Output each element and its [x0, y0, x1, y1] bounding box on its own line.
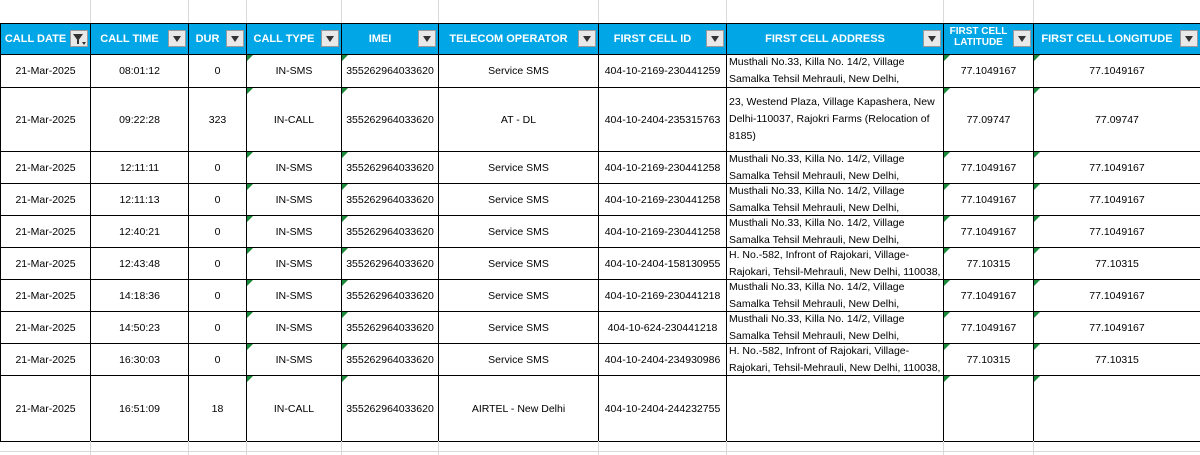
filter-dropdown-icon[interactable]	[418, 30, 436, 47]
cell-telecom-operator-text: Service SMS	[488, 353, 549, 366]
cell-first-cell-id-text: 404-10-2404-235315763	[604, 113, 721, 126]
cell-call-time-text: 12:11:13	[119, 193, 160, 206]
cell-first-cell-address[interactable]	[727, 152, 944, 184]
error-indicator-icon	[342, 344, 348, 350]
cell-call-time[interactable]	[91, 152, 189, 184]
cell-first-cell-latitude[interactable]	[944, 280, 1034, 312]
cell-call-type[interactable]	[247, 344, 342, 376]
cell-call-time-text: 12:40:21	[119, 225, 160, 238]
cell-telecom-operator[interactable]	[439, 280, 599, 312]
cell-duration-text: 0	[214, 353, 221, 366]
cell-duration[interactable]	[189, 344, 247, 376]
cell-first-cell-address-text: H. No.-582, Infront of Rajokari, Village- Rajokari, Tehsil-Mehrauli, New Delhi, 110038,	[729, 249, 941, 277]
cell-first-cell-address-text: Musthali No.33, Killa No. 14/2, Village Samalka Tehsil Mehrauli, New Delhi,	[729, 217, 905, 245]
cell-call-type-text: IN-SMS	[275, 289, 313, 302]
cell-call-date[interactable]	[1, 152, 91, 184]
header-label: CALL TIME	[100, 32, 159, 45]
error-indicator-icon	[342, 376, 348, 382]
error-indicator-icon	[342, 184, 348, 190]
header-first-cell-latitude	[944, 24, 1034, 55]
cell-first-cell-id[interactable]	[599, 152, 727, 184]
cell-first-cell-latitude[interactable]	[944, 248, 1034, 280]
header-label: IMEI	[368, 32, 392, 45]
cell-call-date[interactable]	[1, 88, 91, 152]
cell-call-time-text: 08:01:12	[119, 65, 160, 77]
cell-first-cell-id-text: 404-10-624-230441218	[607, 321, 718, 334]
cell-call-time[interactable]	[91, 312, 189, 344]
cell-call-type[interactable]	[247, 312, 342, 344]
cell-call-time-text: 09:22:28	[119, 113, 160, 126]
error-indicator-icon	[247, 344, 253, 350]
cell-duration-text: 0	[214, 321, 221, 334]
error-indicator-icon	[944, 216, 950, 222]
error-indicator-icon	[247, 248, 253, 254]
cell-call-time-text: 12:43:48	[119, 257, 160, 270]
header-label: FIRST CELL ID	[613, 32, 692, 45]
error-indicator-icon	[1034, 88, 1040, 94]
cell-call-date-text: 21-Mar-2025	[15, 257, 76, 270]
table-row	[1, 312, 1200, 344]
cell-first-cell-longitude[interactable]	[1034, 184, 1200, 216]
cell-telecom-operator-text: Service SMS	[488, 257, 549, 270]
header-call-date	[1, 24, 91, 55]
header-label: CALL TYPE	[253, 32, 315, 45]
header-first-cell-address	[727, 24, 944, 55]
cell-call-date[interactable]	[1, 344, 91, 376]
cell-first-cell-id-text: 404-10-2404-234930986	[604, 353, 721, 366]
cell-duration-text: 0	[214, 193, 221, 206]
cell-duration[interactable]	[189, 216, 247, 248]
cell-call-date-text: 21-Mar-2025	[15, 289, 76, 302]
cell-call-time[interactable]	[91, 376, 189, 442]
header-label: CALL DATE	[4, 32, 67, 45]
error-indicator-icon	[342, 88, 348, 94]
cell-duration-text: 0	[214, 225, 221, 238]
cell-call-date[interactable]	[1, 216, 91, 248]
error-indicator-icon	[1034, 55, 1040, 61]
filter-dropdown-icon[interactable]	[1180, 30, 1198, 47]
cell-first-cell-address[interactable]	[727, 248, 944, 280]
error-indicator-icon	[342, 152, 348, 158]
cell-first-cell-longitude-text: 77.1049167	[1089, 193, 1145, 206]
cell-call-type[interactable]	[247, 216, 342, 248]
cell-telecom-operator-text: Service SMS	[488, 225, 549, 238]
cell-duration[interactable]	[189, 248, 247, 280]
cell-call-time[interactable]	[91, 216, 189, 248]
cell-first-cell-longitude-text: 77.09747	[1095, 113, 1139, 126]
cell-first-cell-longitude[interactable]	[1034, 216, 1200, 248]
cell-call-date-text: 21-Mar-2025	[15, 402, 76, 415]
cell-call-date-text: 21-Mar-2025	[15, 193, 76, 206]
cell-duration-text: 0	[214, 65, 221, 77]
cell-first-cell-id[interactable]	[599, 55, 727, 88]
cell-imei-text: 355262964033620	[346, 225, 434, 238]
table-row	[1, 216, 1200, 248]
cell-call-time-text: 14:18:36	[119, 289, 160, 302]
cell-first-cell-latitude-text: 77.1049167	[960, 225, 1017, 238]
cell-call-date-text: 21-Mar-2025	[15, 113, 76, 126]
cell-first-cell-longitude[interactable]	[1034, 312, 1200, 344]
cell-first-cell-address[interactable]	[727, 280, 944, 312]
cell-first-cell-id[interactable]	[599, 376, 727, 442]
cell-imei[interactable]	[342, 344, 439, 376]
cell-first-cell-latitude[interactable]	[944, 152, 1034, 184]
error-indicator-icon	[342, 248, 348, 254]
cell-imei[interactable]	[342, 55, 439, 88]
cell-first-cell-address-text: Musthali No.33, Killa No. 14/2, Village Samalka Tehsil Mehrauli, New Delhi,	[729, 56, 905, 85]
cell-call-time-text: 16:51:09	[119, 402, 160, 415]
cell-call-date[interactable]	[1, 376, 91, 442]
cell-telecom-operator[interactable]	[439, 216, 599, 248]
error-indicator-icon	[247, 376, 253, 382]
cell-call-date-text: 21-Mar-2025	[15, 65, 76, 77]
cell-call-time-text: 16:30:03	[119, 353, 160, 366]
filter-dropdown-icon[interactable]	[578, 30, 596, 47]
cell-call-time[interactable]	[91, 88, 189, 152]
filter-dropdown-icon[interactable]	[923, 30, 941, 47]
cell-first-cell-latitude-text: 77.1049167	[960, 193, 1017, 206]
cell-call-type-text: IN-SMS	[275, 257, 313, 270]
cell-first-cell-id[interactable]	[599, 280, 727, 312]
header-label: DUR	[195, 32, 220, 45]
cell-first-cell-id-text: 404-10-2404-158130955	[604, 257, 721, 270]
cell-call-type[interactable]	[247, 184, 342, 216]
filter-dropdown-icon[interactable]	[321, 30, 339, 47]
header-call-time	[91, 24, 189, 55]
cell-call-date[interactable]	[1, 184, 91, 216]
header-label: FIRST CELL LONGITUDE	[1041, 32, 1173, 45]
cell-telecom-operator-text: AT - DL	[500, 113, 537, 126]
cell-imei-text: 355262964033620	[346, 161, 434, 174]
cell-first-cell-id[interactable]	[599, 248, 727, 280]
cell-first-cell-id-text: 404-10-2169-230441259	[604, 65, 721, 77]
filter-funnel-icon[interactable]	[70, 30, 88, 47]
cell-first-cell-id-text: 404-10-2169-230441258	[604, 225, 721, 238]
error-indicator-icon	[247, 312, 253, 318]
cell-first-cell-latitude[interactable]	[944, 312, 1034, 344]
cell-first-cell-address[interactable]	[727, 88, 944, 152]
table-row	[1, 344, 1200, 376]
error-indicator-icon	[342, 216, 348, 222]
cell-call-type[interactable]	[247, 376, 342, 442]
error-indicator-icon	[1034, 344, 1040, 350]
cell-imei-text: 355262964033620	[346, 257, 434, 270]
cell-first-cell-latitude-text: 77.1049167	[960, 161, 1017, 174]
cell-first-cell-longitude[interactable]	[1034, 152, 1200, 184]
cell-first-cell-address-text: H. No.-582, Infront of Rajokari, Village- Rajokari, Tehsil-Mehrauli, New Delhi, 110038,	[729, 345, 941, 373]
cell-first-cell-latitude-text: 77.1049167	[960, 65, 1017, 77]
cell-first-cell-id-text: 404-10-2404-244232755	[604, 402, 721, 415]
cell-telecom-operator[interactable]	[439, 55, 599, 88]
error-indicator-icon	[247, 55, 253, 61]
cell-imei-text: 355262964033620	[346, 193, 434, 206]
cell-telecom-operator[interactable]	[439, 152, 599, 184]
cell-first-cell-longitude[interactable]	[1034, 280, 1200, 312]
cell-telecom-operator[interactable]	[439, 376, 599, 442]
error-indicator-icon	[247, 280, 253, 286]
cell-duration[interactable]	[189, 88, 247, 152]
error-indicator-icon	[1034, 184, 1040, 190]
error-indicator-icon	[944, 184, 950, 190]
cell-call-type-text: IN-SMS	[275, 193, 313, 206]
filter-dropdown-icon[interactable]	[226, 30, 244, 47]
cell-first-cell-address[interactable]	[727, 344, 944, 376]
cell-call-time-text: 14:50:23	[119, 321, 160, 334]
header-label: TELECOM OPERATOR	[449, 32, 568, 45]
cell-first-cell-longitude[interactable]	[1034, 376, 1200, 442]
cell-first-cell-latitude-text: 77.1049167	[960, 289, 1017, 302]
cell-first-cell-longitude-text: 77.10315	[1095, 353, 1139, 366]
error-indicator-icon	[1034, 248, 1040, 254]
error-indicator-icon	[944, 248, 950, 254]
cell-imei-text: 355262964033620	[346, 353, 434, 366]
cell-first-cell-longitude-text: 77.1049167	[1089, 65, 1145, 77]
cell-first-cell-address[interactable]	[727, 376, 944, 442]
cell-telecom-operator-text: AIRTEL - New Delhi	[471, 402, 566, 415]
cell-call-type-text: IN-CALL	[273, 402, 315, 415]
cell-imei[interactable]	[342, 216, 439, 248]
cell-first-cell-latitude[interactable]	[944, 216, 1034, 248]
cell-imei-text: 355262964033620	[346, 321, 434, 334]
cell-imei-text: 355262964033620	[346, 289, 434, 302]
error-indicator-icon	[247, 88, 253, 94]
cell-telecom-operator-text: Service SMS	[488, 321, 549, 334]
cell-first-cell-latitude[interactable]	[944, 344, 1034, 376]
cell-call-time[interactable]	[91, 344, 189, 376]
cell-duration-text: 0	[214, 289, 221, 302]
error-indicator-icon	[342, 55, 348, 61]
cell-first-cell-address-text: Musthali No.33, Killa No. 14/2, Village Samalka Tehsil Mehrauli, New Delhi,	[729, 153, 905, 181]
cell-call-date[interactable]	[1, 280, 91, 312]
cell-first-cell-latitude-text: 77.10315	[966, 353, 1011, 366]
cell-first-cell-longitude[interactable]	[1034, 88, 1200, 152]
table-row	[1, 184, 1200, 216]
table-row	[1, 152, 1200, 184]
error-indicator-icon	[342, 280, 348, 286]
cell-imei[interactable]	[342, 88, 439, 152]
cell-telecom-operator-text: Service SMS	[488, 161, 549, 174]
table-row	[1, 280, 1200, 312]
cell-imei[interactable]	[342, 280, 439, 312]
header-label: FIRST CELL LATITUDE	[949, 26, 1008, 48]
cell-first-cell-id[interactable]	[599, 216, 727, 248]
cell-call-time[interactable]	[91, 280, 189, 312]
cell-imei[interactable]	[342, 312, 439, 344]
error-indicator-icon	[1034, 152, 1040, 158]
error-indicator-icon	[1034, 312, 1040, 318]
error-indicator-icon	[944, 312, 950, 318]
table-row	[1, 55, 1200, 88]
cell-first-cell-address[interactable]	[727, 55, 944, 88]
cell-duration[interactable]	[189, 152, 247, 184]
cell-first-cell-address[interactable]	[727, 312, 944, 344]
empty-row-below	[0, 441, 1200, 455]
cell-call-type-text: IN-SMS	[275, 353, 313, 366]
cell-first-cell-address-text: Musthali No.33, Killa No. 14/2, Village Samalka Tehsil Mehrauli, New Delhi,	[729, 185, 905, 213]
header-first-cell-longitude	[1034, 24, 1200, 55]
header-first-cell-id	[599, 24, 727, 55]
cell-telecom-operator[interactable]	[439, 344, 599, 376]
header-call-type	[247, 24, 342, 55]
cell-first-cell-id[interactable]	[599, 88, 727, 152]
cell-telecom-operator[interactable]	[439, 312, 599, 344]
cell-first-cell-address-text: Musthali No.33, Killa No. 14/2, Village Samalka Tehsil Mehrauli, New Delhi,	[729, 313, 905, 341]
cell-first-cell-address[interactable]	[727, 184, 944, 216]
cell-telecom-operator-text: Service SMS	[488, 65, 549, 77]
header-label: FIRST CELL ADDRESS	[765, 32, 885, 45]
cell-imei[interactable]	[342, 152, 439, 184]
cell-first-cell-latitude[interactable]	[944, 88, 1034, 152]
cell-call-date[interactable]	[1, 248, 91, 280]
cell-first-cell-address-text: Musthali No.33, Killa No. 14/2, Village Samalka Tehsil Mehrauli, New Delhi,	[729, 281, 905, 309]
header-telecom-operator	[439, 24, 599, 55]
call-records-table	[0, 23, 1200, 442]
cell-telecom-operator-text: Service SMS	[488, 193, 549, 206]
cell-imei[interactable]	[342, 184, 439, 216]
cell-first-cell-latitude[interactable]	[944, 184, 1034, 216]
cell-duration-text: 18	[211, 402, 224, 415]
filter-dropdown-icon[interactable]	[706, 30, 724, 47]
cell-imei[interactable]	[342, 376, 439, 442]
cell-first-cell-address-text: 23, Westend Plaza, Village Kapashera, New Delhi-110037, Rajokri Farms (Relocation of 8185)	[729, 96, 935, 142]
cell-first-cell-longitude-text: 77.10315	[1095, 257, 1139, 270]
header-imei	[342, 24, 439, 55]
cell-first-cell-longitude-text: 77.1049167	[1089, 225, 1145, 238]
cell-call-type[interactable]	[247, 152, 342, 184]
cell-duration-text: 0	[214, 161, 221, 174]
cell-call-date-text: 21-Mar-2025	[15, 353, 76, 366]
cell-first-cell-longitude-text: 77.1049167	[1089, 289, 1145, 302]
cell-first-cell-id-text: 404-10-2169-230441258	[604, 193, 721, 206]
cell-first-cell-id[interactable]	[599, 312, 727, 344]
error-indicator-icon	[944, 88, 950, 94]
cell-first-cell-id[interactable]	[599, 184, 727, 216]
cell-call-time[interactable]	[91, 248, 189, 280]
error-indicator-icon	[247, 216, 253, 222]
cell-call-type[interactable]	[247, 280, 342, 312]
cell-first-cell-longitude[interactable]	[1034, 344, 1200, 376]
cell-first-cell-latitude-text: 77.10315	[966, 257, 1011, 270]
cell-telecom-operator[interactable]	[439, 248, 599, 280]
error-indicator-icon	[1034, 376, 1040, 382]
cell-first-cell-address[interactable]	[727, 216, 944, 248]
cell-first-cell-longitude-text: 77.1049167	[1089, 161, 1145, 174]
cell-call-date-text: 21-Mar-2025	[15, 161, 76, 174]
cell-telecom-operator[interactable]	[439, 184, 599, 216]
cell-duration-text: 323	[208, 113, 227, 126]
table-row	[1, 88, 1200, 152]
error-indicator-icon	[944, 152, 950, 158]
cell-first-cell-id-text: 404-10-2169-230441218	[604, 289, 721, 302]
cell-duration[interactable]	[189, 312, 247, 344]
cell-call-time[interactable]	[91, 184, 189, 216]
error-indicator-icon	[247, 184, 253, 190]
cell-call-date[interactable]	[1, 312, 91, 344]
cell-first-cell-latitude-text: 77.09747	[966, 113, 1011, 126]
cell-first-cell-latitude[interactable]	[944, 55, 1034, 88]
cell-call-time[interactable]	[91, 55, 189, 88]
filter-dropdown-icon[interactable]	[168, 30, 186, 47]
cell-duration[interactable]	[189, 376, 247, 442]
cell-call-type-text: IN-SMS	[275, 321, 313, 334]
cell-call-type-text: IN-SMS	[275, 161, 313, 174]
error-indicator-icon	[944, 55, 950, 61]
cell-first-cell-longitude[interactable]	[1034, 248, 1200, 280]
table-row	[1, 376, 1200, 442]
header-row	[1, 24, 1200, 55]
cell-telecom-operator-text: Service SMS	[488, 289, 549, 302]
cell-call-type[interactable]	[247, 55, 342, 88]
cell-duration[interactable]	[189, 280, 247, 312]
cell-call-type-text: IN-SMS	[275, 65, 313, 77]
cell-imei-text: 355262964033620	[346, 65, 434, 77]
cell-call-time-text: 12:11:11	[119, 161, 160, 174]
error-indicator-icon	[944, 376, 950, 382]
cell-imei-text: 355262964033620	[346, 113, 434, 126]
cell-call-type[interactable]	[247, 88, 342, 152]
header-duration	[189, 24, 247, 55]
cell-telecom-operator[interactable]	[439, 88, 599, 152]
error-indicator-icon	[1034, 216, 1040, 222]
error-indicator-icon	[342, 312, 348, 318]
cell-call-type-text: IN-SMS	[275, 225, 313, 238]
empty-row-above	[0, 0, 1200, 23]
error-indicator-icon	[944, 280, 950, 286]
cell-first-cell-id-text: 404-10-2169-230441258	[604, 161, 721, 174]
cell-imei-text: 355262964033620	[346, 402, 434, 415]
cell-duration[interactable]	[189, 55, 247, 88]
cell-duration[interactable]	[189, 184, 247, 216]
error-indicator-icon	[944, 344, 950, 350]
error-indicator-icon	[247, 152, 253, 158]
cell-duration-text: 0	[214, 257, 221, 270]
cell-first-cell-latitude[interactable]	[944, 376, 1034, 442]
cell-call-type-text: IN-CALL	[273, 113, 315, 126]
cell-call-date[interactable]	[1, 55, 91, 88]
filter-dropdown-icon[interactable]	[1013, 30, 1031, 47]
cell-first-cell-latitude-text: 77.1049167	[960, 321, 1017, 334]
error-indicator-icon	[1034, 280, 1040, 286]
cell-first-cell-longitude[interactable]	[1034, 55, 1200, 88]
cell-call-type[interactable]	[247, 248, 342, 280]
cell-call-date-text: 21-Mar-2025	[15, 321, 76, 334]
cell-call-date-text: 21-Mar-2025	[15, 225, 76, 238]
table-row	[1, 248, 1200, 280]
cell-first-cell-id[interactable]	[599, 344, 727, 376]
cell-first-cell-longitude-text: 77.1049167	[1089, 321, 1145, 334]
cell-imei[interactable]	[342, 248, 439, 280]
